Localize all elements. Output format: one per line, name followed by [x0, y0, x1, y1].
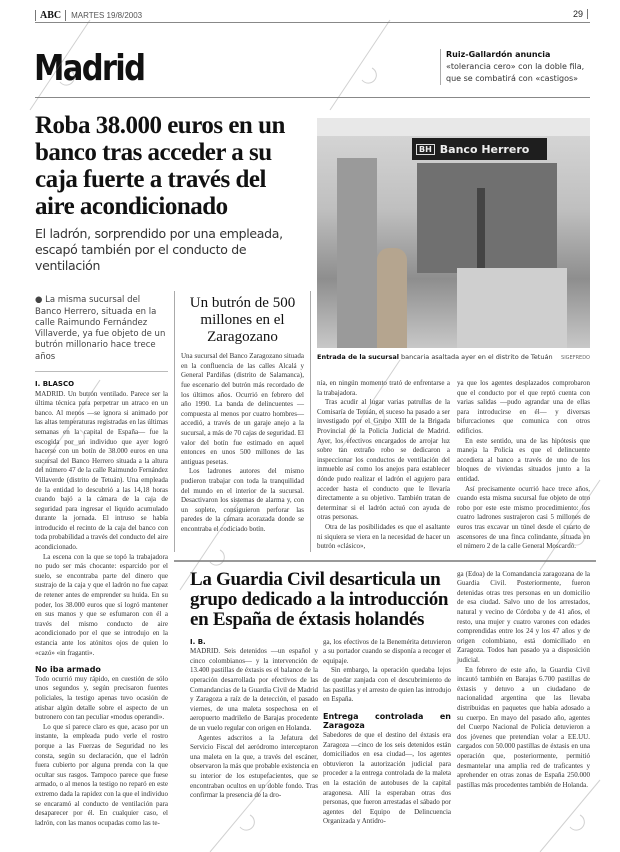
main-column-1 [35, 285, 168, 848]
paragraph: ga, los efectivos de la Benemérita detuvieron a su portador cuando se disponía a recoger el equipaje. [323, 637, 451, 665]
paragraph: Así precisamente ocurrió hace trece años, cuando esta misma sucursal fue objeto de otro robo por este este mismo procedimiento: los cuatro ladrones sustrajeron casi 5 millones de euros tras excavar un túnel desde el cuarto de ascensores de una finca colindante, situada en el número 2 de la calle General Moscardó. [457, 484, 590, 551]
paragraph: En febrero de este año, la Guardia Civil incautó también en Barajas 6.700 pastillas de éxtasis y detuvo a un ciudadano de nacionalidad argentina que las llevaba distribuidas en paquetes que había adosado a su cuerpo. En mayo del pasado año, agentes del Cuerpo Nacional de Policía detuvieron a dos jóvenes que pretendían volar a EE.UU. cargados con 50.000 pastillas de éxtasis en una operación que, posteriormente, permitió desmantelar una amplia red de traficantes y aprehender en otras zonas de España 250.000 pastillas más procedentes también de Holanda. [457, 665, 590, 789]
main-columns-3-4 [317, 379, 590, 552]
caption-bold: Entrada de la sucursal [317, 353, 399, 361]
main-column-4 [457, 379, 590, 552]
second-column-2 [323, 638, 451, 848]
paragraph: ga (Edoa) de la Comandancia zaragozana de la Guardia Civil. Posteriormente, fueron detenidas otras tres personas en un domicilio de esa ciudad. Salvo uno de los arrestados, natural y vecino de Córdoba y de 41 años, el resto, una mujer y cuatro varones con edades comprendidas entre los 24 y los 47 años y de origen colombiano, está domiciliado en Zaragoza. Todos han pasado ya a disposición judicial. [457, 569, 590, 665]
paragraph: Todo ocurrió muy rápido, en cuestión de sólo unos segundos y, según precisaron fuentes policiales, la testigo apenas tuvo ocasión de atisbar algún detalle sobre el aspecto de un butronero con tan peculiar «modus operandi». [35, 674, 168, 722]
main-column-1-text [35, 380, 168, 828]
section-rule [35, 97, 590, 98]
teaser-link[interactable] [440, 49, 590, 85]
subheading: Entrega controlada en Zaragoza [323, 711, 451, 731]
summary-rule [35, 371, 168, 372]
paragraph: Lo que sí parece claro es que, acaso por un instante, la empleada pudo verle el rostro porque a las Fuerzas de Seguridad no les consta, según su declaración, que el ladrón fuera cubierto por alguna prenda con la que ocultar sus rasgos. Tampoco parece que fuese armado, o al menos la testigo no reparó en este extremo dada la rapidez con la que el individuo se encaramó al conducto de ventilación para desaparecer por él. En cualquier caso, el ladrón, con las manos ocupadas como las te- [35, 722, 168, 827]
abc-logo: ABC [35, 10, 66, 21]
teaser-bold: Ruiz-Gallardón anuncia [446, 50, 551, 59]
page-layout [35, 108, 590, 848]
bank-sign [412, 138, 547, 160]
paragraph: MADRID. Seis detenidos —un español y cinco colombianos— y la intervención de 13.400 pastillas de éxtasis es el balance de la operación desarrollada por efectivos de las Comandancias de la Guardia Civil de Madrid y Zaragoza a raíz de la detección, el pasado viernes, de una maleta sospechosa en el aeropuerto madrileño de Barajas procedente de un vuelo regular con origen en Holanda. [190, 647, 318, 733]
sidebar-body [181, 352, 304, 534]
photo-credit: SIGEFREDO [561, 355, 590, 361]
summary-text: La misma sucursal del Banco Herrero, situada en la calle Raimundo Fernández Villaverde, ya fue objeto de un butrón millonario hace trece años [35, 295, 166, 362]
bank-entrance-photo [317, 118, 590, 348]
bank-logo: BH [416, 144, 435, 155]
paragraph: MADRID. Un butrón ventilado. Parece ser la última técnica para perpetrar un atraco en un banco. Al menos —se ignora si animado por las altas temperaturas registradas en las últimas semanas en la capital de España— fue la escogida por un individuo que ayer logró hacerse con un botín de 38.000 euros en una sucursal del Banco Herrero situada a la altura del número 47 de la calle Raimundo Fernández Villaverde (distrito de Tetuán). Una empleada de la entidad lo descubrió a las 14,18 horas cuando bajó a la cámara de la caja de seguridad para ingresar el líquido acumulado durante la jornada. El intruso se había introducido el recinto de la caja del banco con toda probabilidad a través del conducto del aire acondicionado. [35, 389, 168, 552]
paragraph: Los ladrones autores del mismo pudieron trabajar con toda la tranquilidad del mundo en el interior de la sucursal. Desactivaron los sistemas de alarma y, con un soplete, consiguieron perforar las paredes de la cámara acorazada donde se encontraba el codiciado botín. [181, 467, 304, 533]
issue-date: MARTES 19/8/2003 [71, 11, 143, 20]
section-title: Madrid [34, 48, 145, 89]
sidebar-box [174, 291, 311, 551]
sidebar-headline: Un butrón de 500 millones en el Zaragozano [189, 295, 296, 346]
paragraph: ya que los agentes desplazados comprobaron que el conducto por el que reptó cuenta con varias salidas —pudo agrandar una de ellas para introducirse en él— y diversas bifurcaciones que comunica con otros edificios. [457, 379, 590, 435]
paragraph: nía, en ningún momento trató de enfrentarse a la trabajadora. [317, 379, 450, 397]
paragraph: Sin embargo, la operación quedaba lejos de quedar zanjada con el descubrimiento de las pastillas y el arresto de quien las introdujo en España. [323, 666, 451, 704]
second-article [174, 560, 596, 848]
caption-line [317, 353, 553, 361]
paragraph: Una sucursal del Banco Zaragozano situada en la confluencia de las calles Alcalá y General Pardiñas (distrito de Salamanca), fue escenario del butrón más recordado de los últimos años. Ocurrió en febrero del año 1990. La banda de delincuentes —compuesta al menos por cuatro hombres— accedió, a través de un garaje anejo a la sucursal, a más de 70 cajas de seguridad. El valor del botín fue estimado en aquel entonces en unos 500 millones de las antiguas pesetas. [181, 352, 304, 466]
paragraph: Otra de las posibilidades es que el asaltante ni siquiera se viera en la necesidad de hacer un butrón «clásico», [317, 522, 450, 551]
bullet-icon: ● [35, 295, 46, 306]
main-subheadline: El ladrón, sorprendido por una empleada, escapó también por el conducto de ventilación [35, 226, 283, 273]
paragraph: Agentes adscritos a la Jefatura del Servicio Fiscal del aeródromo interceptaron una maleta en la que, a través del escáner, observaron la más que probable existencia en su interior de los estupefacientes, que se encontraban ocultos en un doble fondo. Tras confirmar la presencia de la dro- [190, 733, 318, 800]
subheading: No iba armado [35, 665, 101, 675]
article-summary [35, 295, 168, 363]
paragraph: La escena con la que se topó la trabajadora no pudo ser más chocante: esparcido por el suelo, se encontraba parte del dinero que sustrajo de la caja y que el ladrón no fue capaz de retener antes de emprender su huida. En su poder, los 38.000 euros que sí logró mantener en sus manos y que se esfumaron con él a través del mismo conducto de aire acondicionado por el que se introdujo en la estancia ante los atónitos ojos de quien lo «cazó» «in fraganti». [35, 552, 168, 657]
photo-and-columns [317, 108, 590, 552]
bank-name: Banco Herrero [439, 142, 530, 156]
paragraph: Sabedores de que el destino del éxtasis era Zaragoza —cinco de los seis detenidos están domiciliados en esa ciudad—, los agentes obtuvieron la autorización judicial para proceder a la entrega controlada de la maleta en la estación de autobuses de la capital aragonesa. Allí la esperaban otras dos personas, que fueron arrestadas el sábado por agentes del Equipo de Delincuencia Organizada y Antidro- [323, 731, 451, 826]
caption-text: bancaria asaltada ayer en el distrito de Tetuán [398, 353, 553, 361]
main-heading-block [35, 108, 305, 285]
byline: I. BLASCO [35, 379, 75, 388]
second-column-1 [190, 638, 318, 848]
second-column-3 [457, 570, 590, 848]
main-headline: Roba 38.000 euros en un banco tras acceder a su caja fuerte a través del aire acondicionado [35, 112, 285, 220]
paragraph: En este sentido, una de las hipótesis que maneja la Policía es que el delincuente accediera al banco a través de uno de los bloques de viviendas situados junto a la entidad. [457, 436, 590, 483]
header-rule [35, 22, 590, 23]
main-column-3 [317, 379, 450, 552]
page-number: 29 [573, 9, 588, 19]
teaser-text: «tolerancia cero» con la doble fila, que se combatirá con «castigos» [446, 62, 585, 83]
byline: I. B. [190, 637, 206, 646]
second-headline: La Guardia Civil desarticula un grupo dedicado a la introducción en España de éxtasis holandés [190, 568, 449, 630]
photo-caption [317, 353, 590, 361]
page-header [35, 10, 142, 21]
paragraph: Tras acudir al lugar varias patrullas de la Comisaría de Tetuán, el suceso ha pasado a ser investigado por el Grupo XIII de la Brigada Provincial de la Policía Judicial de Madrid. Ayer, los efectivos encargados de arrojar luz sobre tan extraño robo se dedicaron a inspeccionar los conductos de ventilación del inmueble así como los anejos para establecer dónde pudo realizar el ladrón el agujero para acceder hasta el conducto que le llevaría directamente a su objetivo. También tratan de determinar si el ladrón actuó con ayuda de otras personas. [317, 398, 450, 522]
